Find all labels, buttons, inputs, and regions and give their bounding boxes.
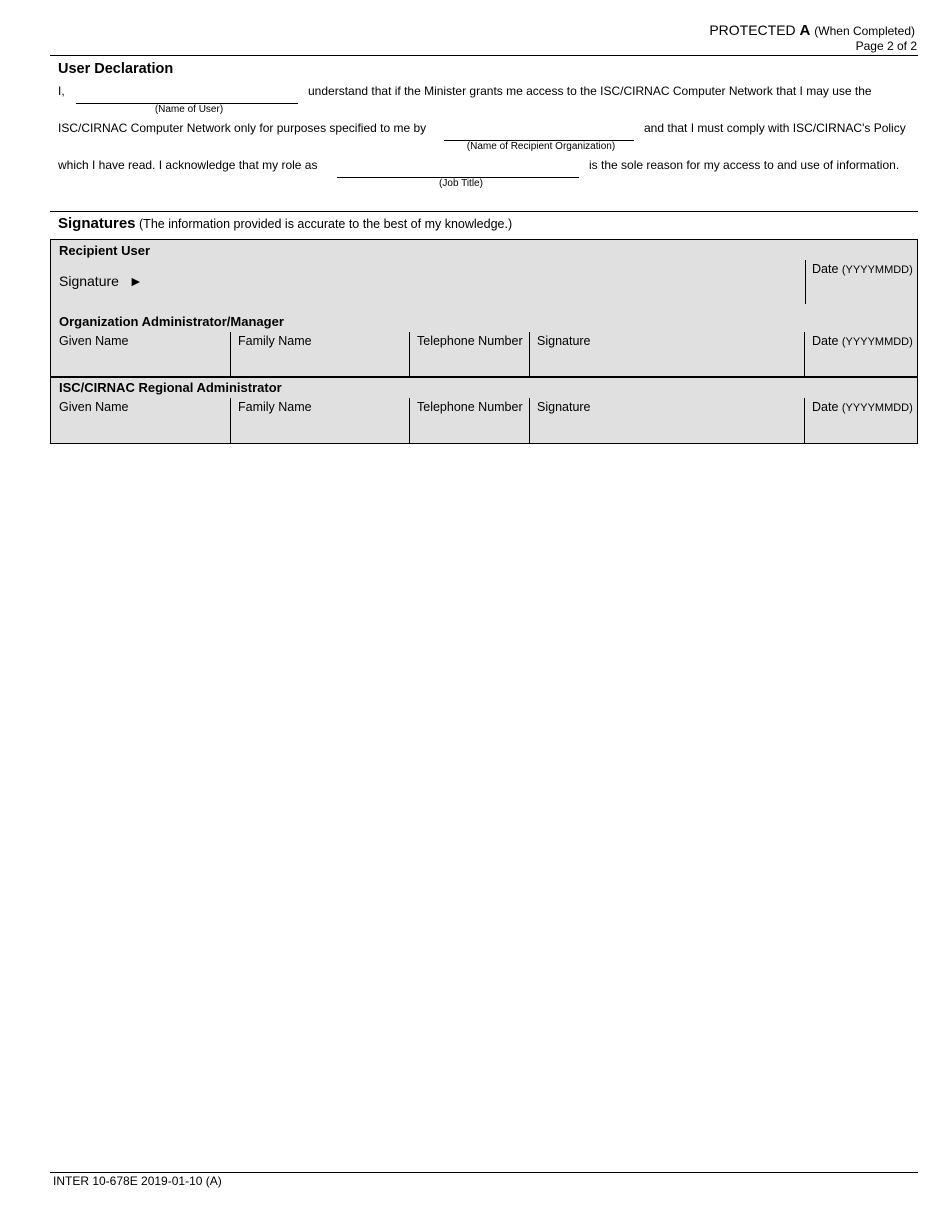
regional-admin-date-label	[812, 400, 913, 414]
regional-admin-panel	[50, 376, 918, 444]
org-admin-telephone-field[interactable]	[411, 350, 527, 376]
regional-admin-date-text: Date	[812, 400, 839, 414]
recipient-user-title: Recipient User	[59, 243, 151, 258]
recipient-date-label	[812, 262, 913, 276]
name-of-user-label: (Name of User)	[154, 104, 224, 115]
org-admin-given-name-label: Given Name	[59, 334, 129, 348]
org-admin-signature-field[interactable]	[531, 350, 803, 376]
recipient-signature-label	[59, 273, 143, 289]
regional-admin-date-format: (YYYYMMDD)	[841, 402, 913, 414]
org-admin-date-format: (YYYYMMDD)	[841, 336, 913, 348]
regional-admin-signature-field[interactable]	[531, 416, 803, 443]
signatures-heading	[58, 215, 512, 232]
protected-letter: A	[799, 22, 811, 39]
org-admin-date-field[interactable]	[807, 350, 917, 376]
user-declaration-title: User Declaration	[58, 61, 174, 77]
regional-admin-family-name-field[interactable]	[232, 416, 407, 443]
recipient-user-panel	[50, 239, 918, 306]
protected-header	[709, 22, 915, 39]
recipient-date-divider	[805, 260, 806, 305]
form-identifier: INTER 10-678E 2019-01-10 (A)	[53, 1174, 222, 1188]
regional-admin-telephone-field[interactable]	[411, 416, 527, 443]
when-completed: (When Completed)	[814, 24, 915, 38]
recipient-organization-input[interactable]	[444, 123, 634, 139]
declaration-line3-prefix: which I have read. I acknowledge that my role as	[58, 158, 318, 172]
org-admin-divider-3	[529, 332, 530, 376]
org-admin-family-name-field[interactable]	[232, 350, 407, 376]
org-admin-panel	[50, 304, 918, 377]
recipient-date-format: (YYYYMMDD)	[841, 264, 913, 276]
regional-admin-family-name-label: Family Name	[238, 400, 312, 414]
regional-admin-signature-label: Signature	[537, 400, 591, 414]
org-admin-divider-1	[230, 332, 231, 376]
org-admin-telephone-label: Telephone Number	[417, 334, 523, 348]
signatures-title: Signatures	[58, 215, 136, 232]
header-divider	[50, 55, 918, 56]
declaration-line1-prefix: I,	[58, 84, 65, 98]
recipient-date-field[interactable]	[807, 278, 917, 305]
regional-admin-divider-1	[230, 398, 231, 443]
regional-admin-divider-2	[409, 398, 410, 443]
signatures-divider	[50, 211, 918, 212]
org-admin-title: Organization Administrator/Manager	[59, 314, 284, 329]
recipient-organization-label: (Name of Recipient Organization)	[466, 141, 616, 152]
declaration-line1-suffix: understand that if the Minister grants me access to the ISC/CIRNAC Computer Network that I may use the	[308, 84, 872, 98]
org-admin-given-name-field[interactable]	[53, 350, 227, 376]
declaration-line3-suffix: is the sole reason for my access to and use of information.	[589, 158, 900, 172]
declaration-line2-prefix: ISC/CIRNAC Computer Network only for purposes specified to me by	[58, 121, 427, 135]
name-of-user-input[interactable]	[76, 86, 298, 102]
footer-divider	[50, 1172, 918, 1173]
protected-word: PROTECTED	[709, 22, 796, 38]
recipient-signature-text: Signature	[59, 273, 119, 289]
regional-admin-date-field[interactable]	[807, 416, 917, 443]
page-number: Page 2 of 2	[855, 39, 917, 53]
org-admin-family-name-label: Family Name	[238, 334, 312, 348]
regional-admin-divider-3	[529, 398, 530, 443]
regional-admin-divider-4	[804, 398, 805, 443]
org-admin-divider-2	[409, 332, 410, 376]
regional-admin-title: ISC/CIRNAC Regional Administrator	[59, 380, 282, 395]
regional-admin-given-name-label: Given Name	[59, 400, 129, 414]
declaration-line2-suffix: and that I must comply with ISC/CIRNAC's Policy	[644, 121, 906, 135]
arrow-right-icon: ►	[128, 273, 143, 289]
org-admin-date-label	[812, 334, 913, 348]
recipient-date-text: Date	[812, 262, 839, 276]
signatures-subtitle: (The information provided is accurate to the best of my knowledge.)	[139, 217, 513, 231]
job-title-label: (Job Title)	[439, 178, 483, 189]
regional-admin-given-name-field[interactable]	[53, 416, 227, 443]
job-title-input[interactable]	[337, 160, 579, 176]
org-admin-signature-label: Signature	[537, 334, 591, 348]
org-admin-divider-4	[804, 332, 805, 376]
org-admin-date-text: Date	[812, 334, 839, 348]
regional-admin-telephone-label: Telephone Number	[417, 400, 523, 414]
recipient-signature-field[interactable]	[147, 262, 803, 305]
